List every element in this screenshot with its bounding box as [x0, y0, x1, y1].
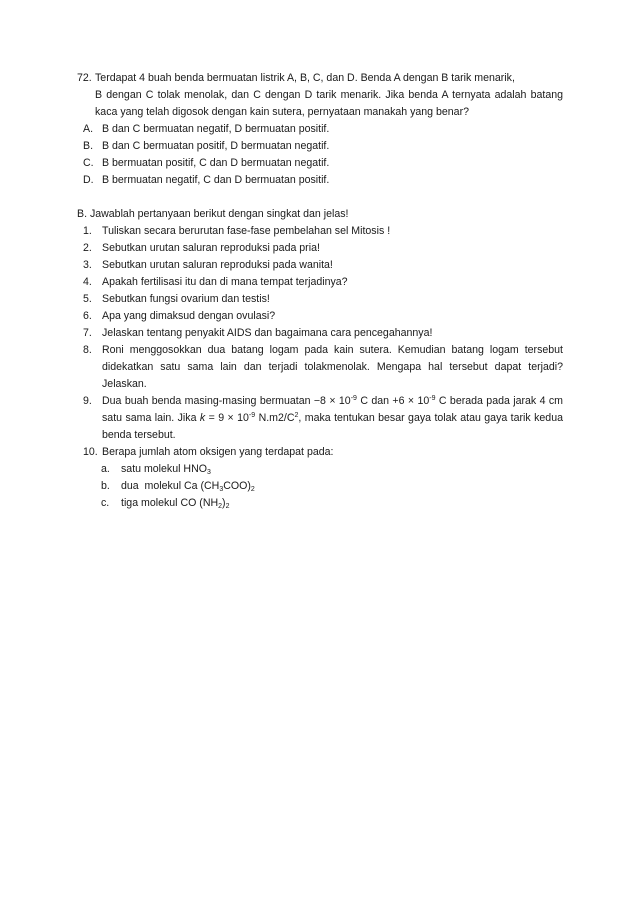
- constant-k: k: [199, 412, 206, 424]
- formula-part: COO): [223, 480, 251, 492]
- question-number: 72.: [77, 72, 92, 84]
- option-b: [77, 138, 563, 155]
- essay-question-8: [83, 342, 563, 393]
- essay-question-9: [83, 393, 563, 444]
- formula-part: satu molekul HNO: [121, 463, 207, 475]
- question-text: Sebutkan urutan saluran reproduksi pada pria!: [102, 242, 320, 254]
- section-heading: B. Jawablah pertanyaan berikut dengan singkat dan jelas!: [77, 208, 349, 220]
- question-number: 6.: [83, 310, 92, 322]
- essay-question-5: [83, 291, 563, 308]
- section-b: [77, 206, 563, 512]
- option-text: B dan C bermuatan negatif, D bermuatan positif.: [102, 123, 330, 135]
- question-number: 3.: [83, 259, 92, 271]
- option-text: B bermuatan negatif, C dan D bermuatan positif.: [102, 174, 330, 186]
- option-a: [77, 121, 563, 138]
- question-text: Jelaskan tentang penyakit AIDS dan bagaimana cara pencegahannya!: [102, 327, 433, 339]
- option-letter: B.: [83, 140, 94, 152]
- exponent: -9: [429, 395, 436, 402]
- sub-item-text: [121, 461, 211, 478]
- subscript: 2: [225, 503, 230, 510]
- question-text: Sebutkan fungsi ovarium dan testis!: [102, 293, 270, 305]
- question-text: Apa yang dimaksud dengan ovulasi?: [102, 310, 276, 322]
- essay-question-1: [83, 223, 563, 240]
- text-part: C berada pada jarak 4 cm satu sama lain. Jika: [102, 395, 564, 424]
- document-content: [77, 70, 563, 512]
- sub-item-text: [121, 495, 229, 512]
- sub-item-c: [83, 495, 563, 512]
- option-letter: D.: [83, 174, 94, 186]
- text-part: , maka tentukan besar gaya tolak atau gaya tarik kedua benda tersebut.: [102, 412, 563, 441]
- question-72: [77, 70, 563, 189]
- option-c: [77, 155, 563, 172]
- question-number: 2.: [83, 242, 92, 254]
- essay-question-3: [83, 257, 563, 274]
- question-number: 8.: [83, 344, 92, 356]
- option-text: B dan C bermuatan positif, D bermuatan negatif.: [102, 140, 330, 152]
- sub-item-b: [83, 478, 563, 495]
- question-number: 4.: [83, 276, 92, 288]
- essay-question-6: [83, 308, 563, 325]
- option-letter: C.: [83, 157, 94, 169]
- subscript: 3: [219, 486, 224, 493]
- subscript: 3: [206, 469, 211, 476]
- question-text: Tuliskan secara berurutan fase-fase pembelahan sel Mitosis !: [102, 225, 391, 237]
- option-text: B bermuatan positif, C dan D bermuatan negatif.: [102, 157, 330, 169]
- question-number: 5.: [83, 293, 92, 305]
- sub-item-a: [83, 461, 563, 478]
- formula-part: ): [222, 497, 226, 509]
- formula-part: dua molekul Ca (CH: [121, 480, 220, 492]
- formula-part: tiga molekul CO (NH: [121, 497, 219, 509]
- question-text: Berapa jumlah atom oksigen yang terdapat pada:: [102, 446, 334, 458]
- subscript: 2: [218, 503, 223, 510]
- text-part: C dan +6 × 10: [356, 395, 430, 407]
- option-d: [77, 172, 563, 189]
- option-letter: A.: [83, 123, 94, 135]
- sub-item-letter: c.: [101, 497, 110, 509]
- question-number: 7.: [83, 327, 92, 339]
- question-text: Apakah fertilisasi itu dan di mana tempat terjadinya?: [102, 276, 348, 288]
- essay-question-7: [83, 325, 563, 342]
- question-text-line1: Terdapat 4 buah benda bermuatan listrik A, B, C, dan D. Benda A dengan B tarik menarik,: [95, 72, 515, 84]
- question-text: [102, 393, 563, 444]
- question-number: 1.: [83, 225, 92, 237]
- essay-question-2: [83, 240, 563, 257]
- text-part: N.m2/C: [255, 412, 295, 424]
- question-number: 9.: [83, 395, 92, 407]
- question-text: Roni menggosokkan dua batang logam pada kain sutera. Kemudian batang logam tersebut didekatkan satu sama lain dan terjadi tolakmenolak. Mengapa hal tersebut dapat terjadi? Jelaskan.: [102, 344, 563, 390]
- exponent: -9: [248, 412, 256, 419]
- question-text: Sebutkan urutan saluran reproduksi pada wanita!: [102, 259, 333, 271]
- text-part: = 9 × 10: [205, 412, 249, 424]
- essay-question-list: [83, 223, 563, 512]
- question-number: 10.: [83, 446, 98, 458]
- text-part: Dua buah benda masing-masing bermuatan −8 × 10: [102, 395, 351, 407]
- essay-question-10: [83, 444, 563, 461]
- essay-question-4: [83, 274, 563, 291]
- sub-item-letter: b.: [101, 480, 110, 492]
- exponent: -9: [350, 395, 357, 402]
- sub-item-letter: a.: [101, 463, 110, 475]
- subscript: 2: [250, 486, 255, 493]
- exponent: 2: [294, 412, 299, 419]
- question-text-body: B dengan C tolak menolak, dan C dengan D tarik menarik. Jika benda A ternyata adalah batang kaca yang telah digosok dengan kain sutera, pernyataan manakah yang benar?: [95, 89, 563, 118]
- question-72-first-line: [77, 70, 563, 87]
- sub-item-text: [121, 478, 255, 495]
